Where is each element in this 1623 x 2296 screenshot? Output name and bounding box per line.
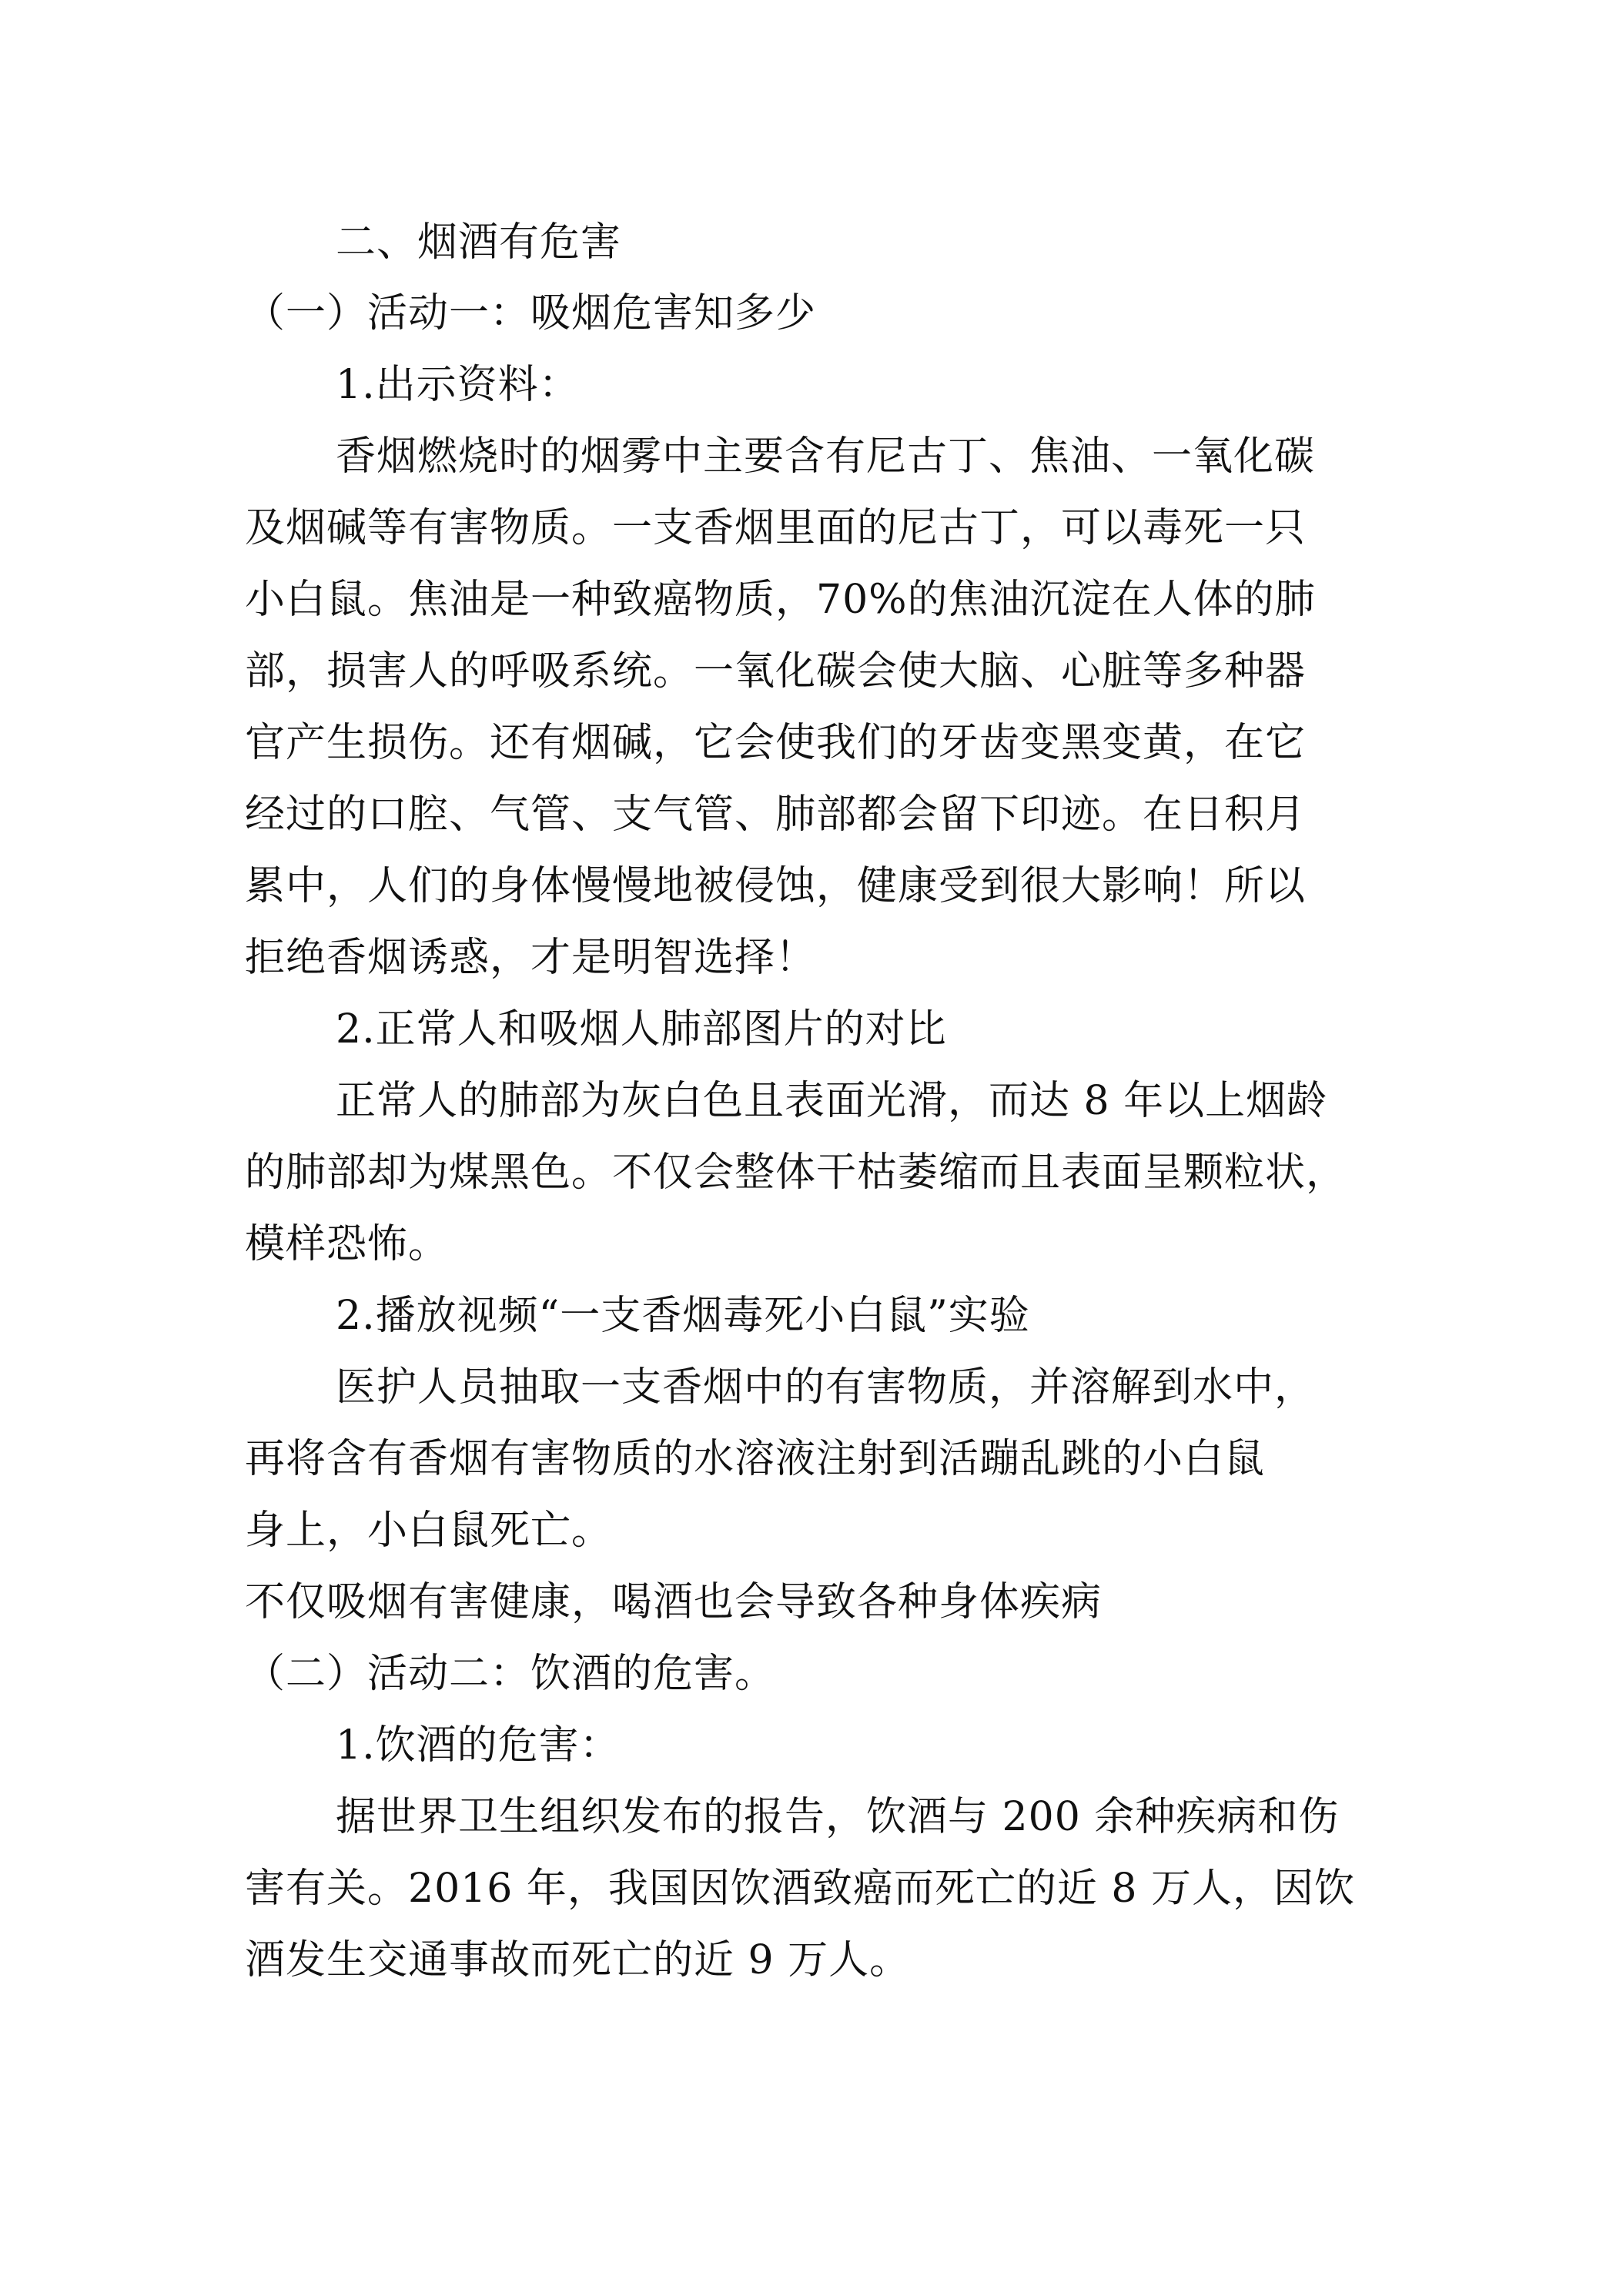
paragraph-line: 害有关。2016 年，我国因饮酒致癌而死亡的近 8 万人，因饮 <box>245 1866 1356 1912</box>
paragraph-line: 累中，人们的身体慢慢地被侵蚀，健康受到很大影响！所以 <box>245 863 1307 909</box>
paragraph-line: 再将含有香烟有害物质的水溶液注射到活蹦乱跳的小白鼠 <box>245 1436 1266 1482</box>
subheading: 2.播放视频“一支香烟毒死小白鼠”实验 <box>336 1293 1030 1339</box>
paragraph-line: 模样恐怖。 <box>245 1221 450 1267</box>
subheading: 1.出示资料： <box>336 362 580 408</box>
paragraph-line: 小白鼠。焦油是一种致癌物质，70%的焦油沉淀在人体的肺 <box>245 577 1316 623</box>
paragraph-line: 的肺部却为煤黑色。不仅会整体干枯萎缩而且表面呈颗粒状， <box>245 1150 1347 1196</box>
subheading: 2.正常人和吸烟人肺部图片的对比 <box>336 1006 947 1053</box>
paragraph-line: 香烟燃烧时的烟雾中主要含有尼古丁、焦油、一氧化碳 <box>336 433 1316 480</box>
paragraph-line: 据世界卫生组织发布的报告，饮酒与 200 余种疾病和伤 <box>336 1794 1340 1840</box>
paragraph-line: 身上，小白鼠死亡。 <box>245 1508 613 1554</box>
paragraph-line: 拒绝香烟诱惑，才是明智选择！ <box>245 935 817 981</box>
paragraph-line: 不仅吸烟有害健康，喝酒也会导致各种身体疾病 <box>245 1579 1103 1625</box>
paragraph-line: 部，损害人的呼吸系统。一氧化碳会使大脑、心脏等多种器 <box>245 648 1307 694</box>
activity-heading: （二）活动二：饮酒的危害。 <box>245 1651 776 1697</box>
paragraph-line: 经过的口腔、气管、支气管、肺部都会留下印迹。在日积月 <box>245 792 1307 838</box>
subheading: 1.饮酒的危害： <box>336 1722 621 1769</box>
section-heading: 二、烟酒有危害 <box>336 219 622 266</box>
paragraph-line: 官产生损伤。还有烟碱，它会使我们的牙齿变黑变黄，在它 <box>245 720 1307 766</box>
paragraph-line: 及烟碱等有害物质。一支香烟里面的尼古丁，可以毒死一只 <box>245 505 1307 551</box>
paragraph-line: 医护人员抽取一支香烟中的有害物质，并溶解到水中， <box>336 1364 1316 1411</box>
activity-heading: （一）活动一：吸烟危害知多少 <box>245 290 817 336</box>
paragraph-line: 正常人的肺部为灰白色且表面光滑，而达 8 年以上烟龄 <box>336 1078 1328 1124</box>
paragraph-line: 酒发生交通事故而死亡的近 9 万人。 <box>245 1937 911 1983</box>
